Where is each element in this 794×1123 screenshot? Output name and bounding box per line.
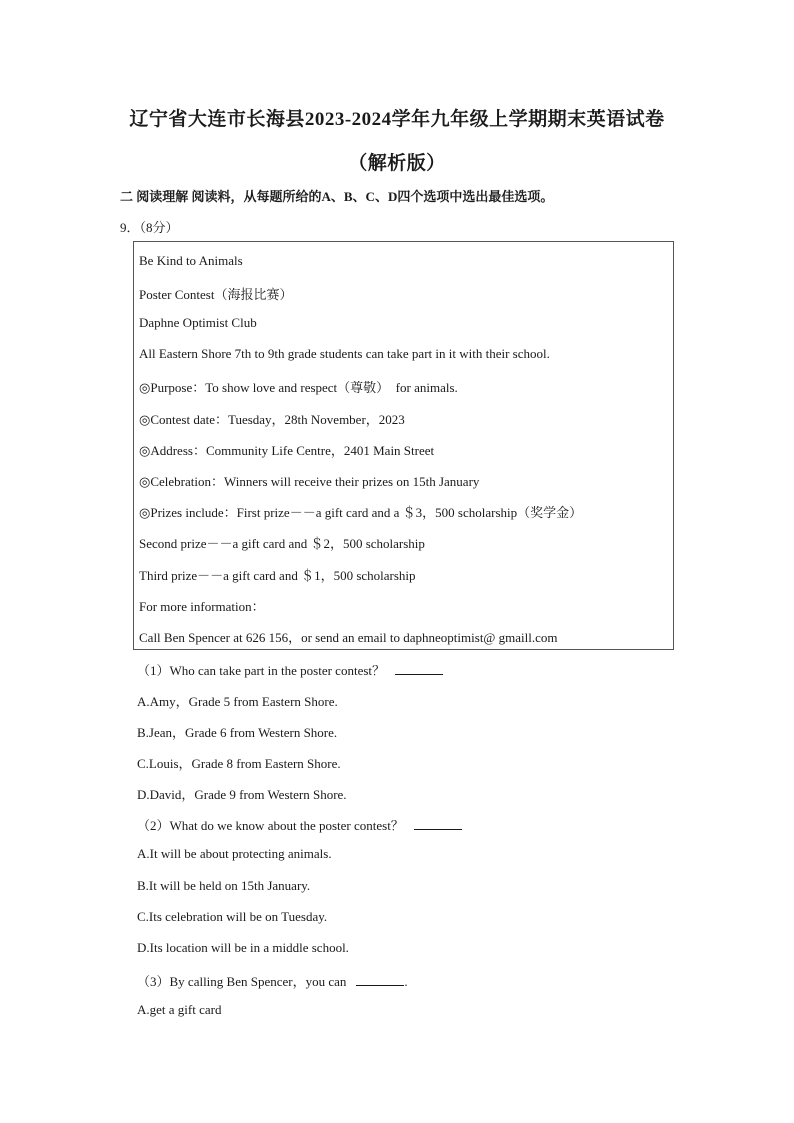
question-stem	[137, 971, 408, 990]
answer-option: D.David，Grade 9 from Western Shore.	[137, 787, 347, 802]
passage-box	[133, 241, 674, 650]
answer-option: D.Its location will be in a middle school.	[137, 940, 349, 955]
passage-line: Third prize－－a gift card and ＄1，500 scholarship	[139, 568, 416, 583]
passage-line: Second prize－－a gift card and ＄2，500 scholarship	[139, 536, 425, 551]
passage-line: Be Kind to Animals	[139, 253, 243, 268]
passage-line: For more information：	[139, 599, 265, 614]
answer-option: C.Its celebration will be on Tuesday.	[137, 909, 328, 924]
answer-blank[interactable]	[414, 818, 462, 830]
question-number: 9．（8分）	[120, 220, 179, 235]
passage-line: ◎Celebration：Winners will receive their prizes on 15th January	[139, 474, 480, 489]
answer-blank[interactable]	[356, 974, 404, 986]
question-stem-text: （3）By calling Ben Spencer，you can	[137, 974, 347, 989]
passage-line: ◎Contest date：Tuesday，28th November，2023	[139, 412, 405, 427]
page-subtitle: （解析版）	[348, 153, 446, 174]
passage-line: All Eastern Shore 7th to 9th grade students can take part in it with their school.	[139, 346, 550, 361]
passage-line: ◎Address：Community Life Centre，2401 Main Street	[139, 443, 435, 458]
page-title: 辽宁省大连市长海县2023-2024学年九年级上学期期末英语试卷	[129, 109, 665, 130]
question-stem-text: （1）Who can take part in the poster contest？	[137, 663, 386, 678]
answer-option: B.Jean，Grade 6 from Western Shore.	[137, 725, 338, 740]
passage-line: Call Ben Spencer at 626 156，or send an email to daphneoptimist@ gmaill.com	[139, 630, 558, 645]
answer-option: B.It will be held on 15th January.	[137, 878, 311, 893]
passage-line: Poster Contest（海报比赛）	[139, 287, 293, 302]
question-stem-suffix: .	[404, 974, 408, 989]
answer-option: A.get a gift card	[137, 1002, 222, 1017]
answer-option: A.Amy，Grade 5 from Eastern Shore.	[137, 694, 338, 709]
answer-option: C.Louis，Grade 8 from Eastern Shore.	[137, 756, 341, 771]
answer-option: A.It will be about protecting animals.	[137, 846, 332, 861]
question-stem	[137, 660, 443, 679]
passage-line: Daphne Optimist Club	[139, 315, 257, 330]
section-heading: 二 阅读理解 阅读料，从每题所给的A、B、C、D四个选项中选出最佳选项。	[120, 189, 554, 204]
passage-line: ◎Prizes include：First prize－－a gift card and a ＄3，500 scholarship（奖学金）	[139, 505, 583, 520]
answer-blank[interactable]	[395, 663, 443, 675]
question-stem-text: （2）What do we know about the poster contest？	[137, 818, 404, 833]
question-stem	[137, 815, 462, 834]
passage-line: ◎Purpose：To show love and respect（尊敬） for animals.	[139, 380, 458, 395]
